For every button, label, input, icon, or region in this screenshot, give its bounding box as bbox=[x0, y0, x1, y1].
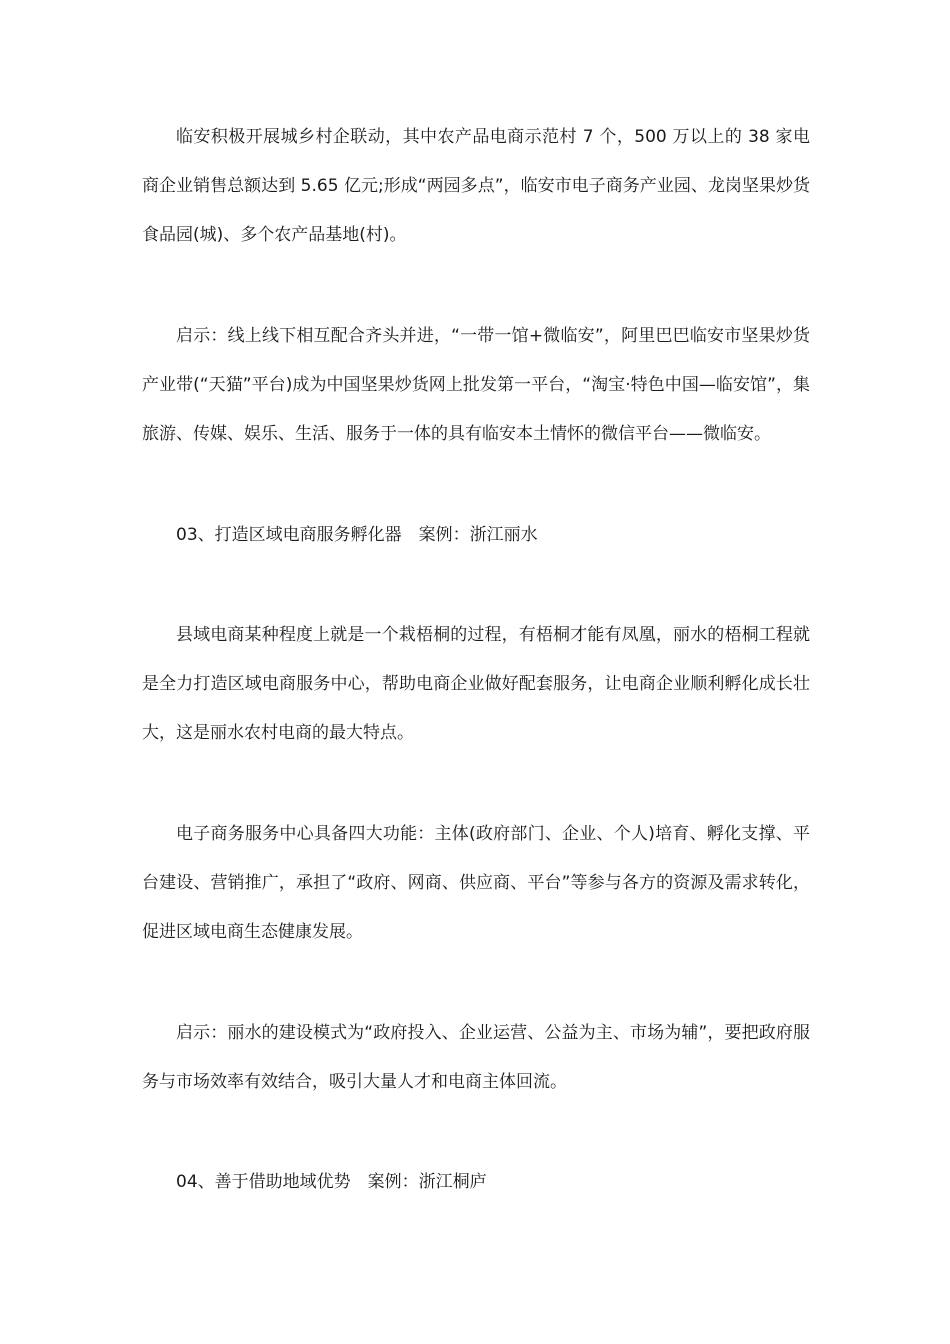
paragraph-linan-linkage: 临安积极开展城乡村企联动，其中农产品电商示范村 7 个，500 万以上的 38 家电商企业销售总额达到 5.65 亿元;形成“两园多点”，临安市电子商务产业园、龙岗坚果炒货食品园(城)、多个农产品基地(村)。 bbox=[142, 127, 810, 245]
section-heading-04: 04、善于借助地域优势 案例：浙江桐庐 bbox=[176, 1172, 487, 1192]
paragraph-linan-insight: 启示：线上线下相互配合齐头并进，“一带一馆+微临安”，阿里巴巴临安市坚果炒货产业带(“天猫”平台)成为中国坚果炒货网上批发第一平台，“淘宝·特色中国—临安馆”，集旅游、传媒、娱乐、生活、服务于一体的具有临安本土情怀的微信平台——微临安。 bbox=[142, 326, 810, 444]
paragraph-lishui-incubation: 县域电商某种程度上就是一个栽梧桐的过程，有梧桐才能有凤凰，丽水的梧桐工程就是全力打造区域电商服务中心，帮助电商企业做好配套服务，让电商企业顺利孵化成长壮大，这是丽水农村电商的最大特点。 bbox=[142, 625, 810, 743]
section-heading-03: 03、打造区域电商服务孵化器 案例：浙江丽水 bbox=[176, 525, 538, 545]
paragraph-service-center-functions: 电子商务服务中心具备四大功能：主体(政府部门、企业、个人)培育、孵化支撑、平台建设、营销推广，承担了“政府、网商、供应商、平台”等参与各方的资源及需求转化，促进区域电商生态健康发展。 bbox=[142, 824, 810, 942]
paragraph-lishui-insight: 启示：丽水的建设模式为“政府投入、企业运营、公益为主、市场为辅”，要把政府服务与市场效率有效结合，吸引大量人才和电商主体回流。 bbox=[142, 1023, 810, 1092]
